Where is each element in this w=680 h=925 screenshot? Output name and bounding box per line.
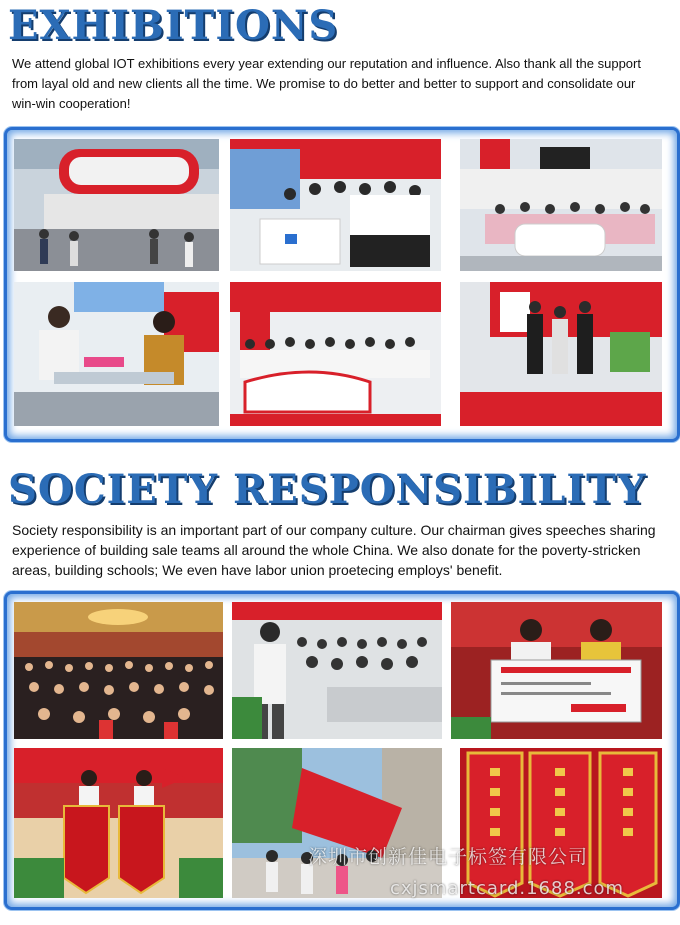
society-photo-lecture-audience: [14, 602, 223, 739]
society-responsibility-description: Society responsibility is an important part of our company culture. Our chairman gives speeches sharing experience of building sale teams all around the whole China. We also donate for the poverty-stricken areas, building schools; We even have labor union proetecing employs' benefit.: [12, 522, 656, 578]
exhibition-photo-booth-staff: [230, 282, 441, 426]
society-photo-donation-check: [451, 602, 662, 739]
society-photo-union-flag: [232, 748, 442, 898]
exhibition-photo-client-meeting: [14, 282, 219, 426]
society-photo-honor-banners: [460, 748, 662, 898]
society-responsibility-title: SOCIETY RESPONSIBILITY: [8, 466, 647, 513]
exhibition-photo-executives: [460, 282, 662, 426]
exhibitions-description: We attend global IOT exhibitions every year extending our reputation and influence. Also thank all the support from layal old and new clients all the time. We promise to do better and better to support and consolidate our win-win cooperation!: [12, 56, 641, 111]
watermark-website: cxjsmartcard.1688.com: [390, 878, 625, 899]
exhibition-photo-reception-desk: [460, 139, 662, 271]
watermark-company-name: 深圳市创新佳电子标签有限公司: [308, 846, 589, 868]
society-photo-pennant-ceremony: [14, 748, 223, 898]
exhibition-photo-booth-hall: [14, 139, 219, 271]
exhibitions-title: EXHIBITIONS: [8, 2, 339, 49]
society-photo-chairman-speech: [232, 602, 442, 739]
exhibition-photo-team-group: [230, 139, 441, 271]
